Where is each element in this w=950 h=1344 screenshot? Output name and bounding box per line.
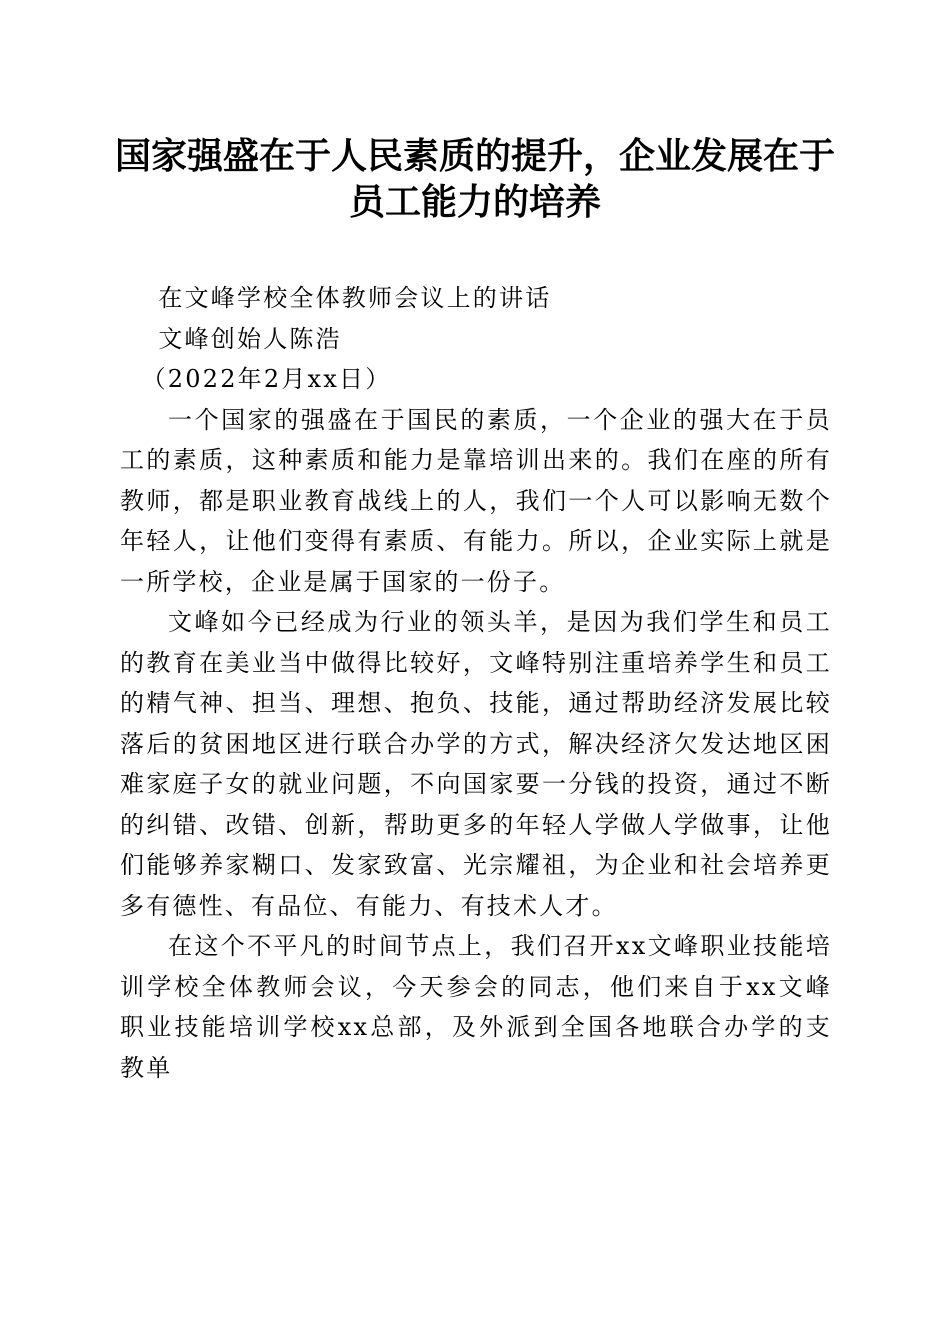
document-title [110,133,840,225]
body-paragraph-3: 在这个不平凡的时间节点上，我们召开xx文峰职业技能培训学校全体教师会议，今天参会的同志，他们来自于xx文峰职业技能培训学校xx总部，及外派到全国各地联合办学的支教单 [120,932,832,1082]
body-paragraph-2: 文峰如今已经成为行业的领头羊，是因为我们学生和员工的教育在美业当中做得比较好，文峰特别注重培养学生和员工的精气神、担当、理想、抱负、技能，通过帮助经济发展比较落后的贫困地区进行联合办学的方式，解决经济欠发达地区困难家庭子女的就业问题，不向国家要一分钱的投资，通过不断的纠错、改错、创新，帮助更多的年轻人学做人学做事，让他们能够养家糊口、发家致富、光宗耀祖，为企业和社会培养更多有德性、有品位、有能力、有技术人才。 [120,608,832,920]
title-line-2: 员工能力的培养 [348,181,601,223]
speech-subtitle: 在文峰学校全体教师会议上的讲话 [158,284,552,312]
speech-date: （2022年2月xx日） [141,365,392,393]
title-line-1: 国家强盛在于人民素质的提升，企业发展在于 [114,135,835,177]
body-paragraph-1: 一个国家的强盛在于国民的素质，一个企业的强大在于员工的素质，这种素质和能力是靠培训出来的。我们在座的所有教师，都是职业教育战线上的人，我们一个人可以影响无数个年轻人，让他们变得有素质、有能力。所以，企业实际上就是一所学校，企业是属于国家的一份子。 [120,405,832,596]
document-body [120,278,832,1088]
speech-author: 文峰创始人陈浩 [158,324,342,353]
